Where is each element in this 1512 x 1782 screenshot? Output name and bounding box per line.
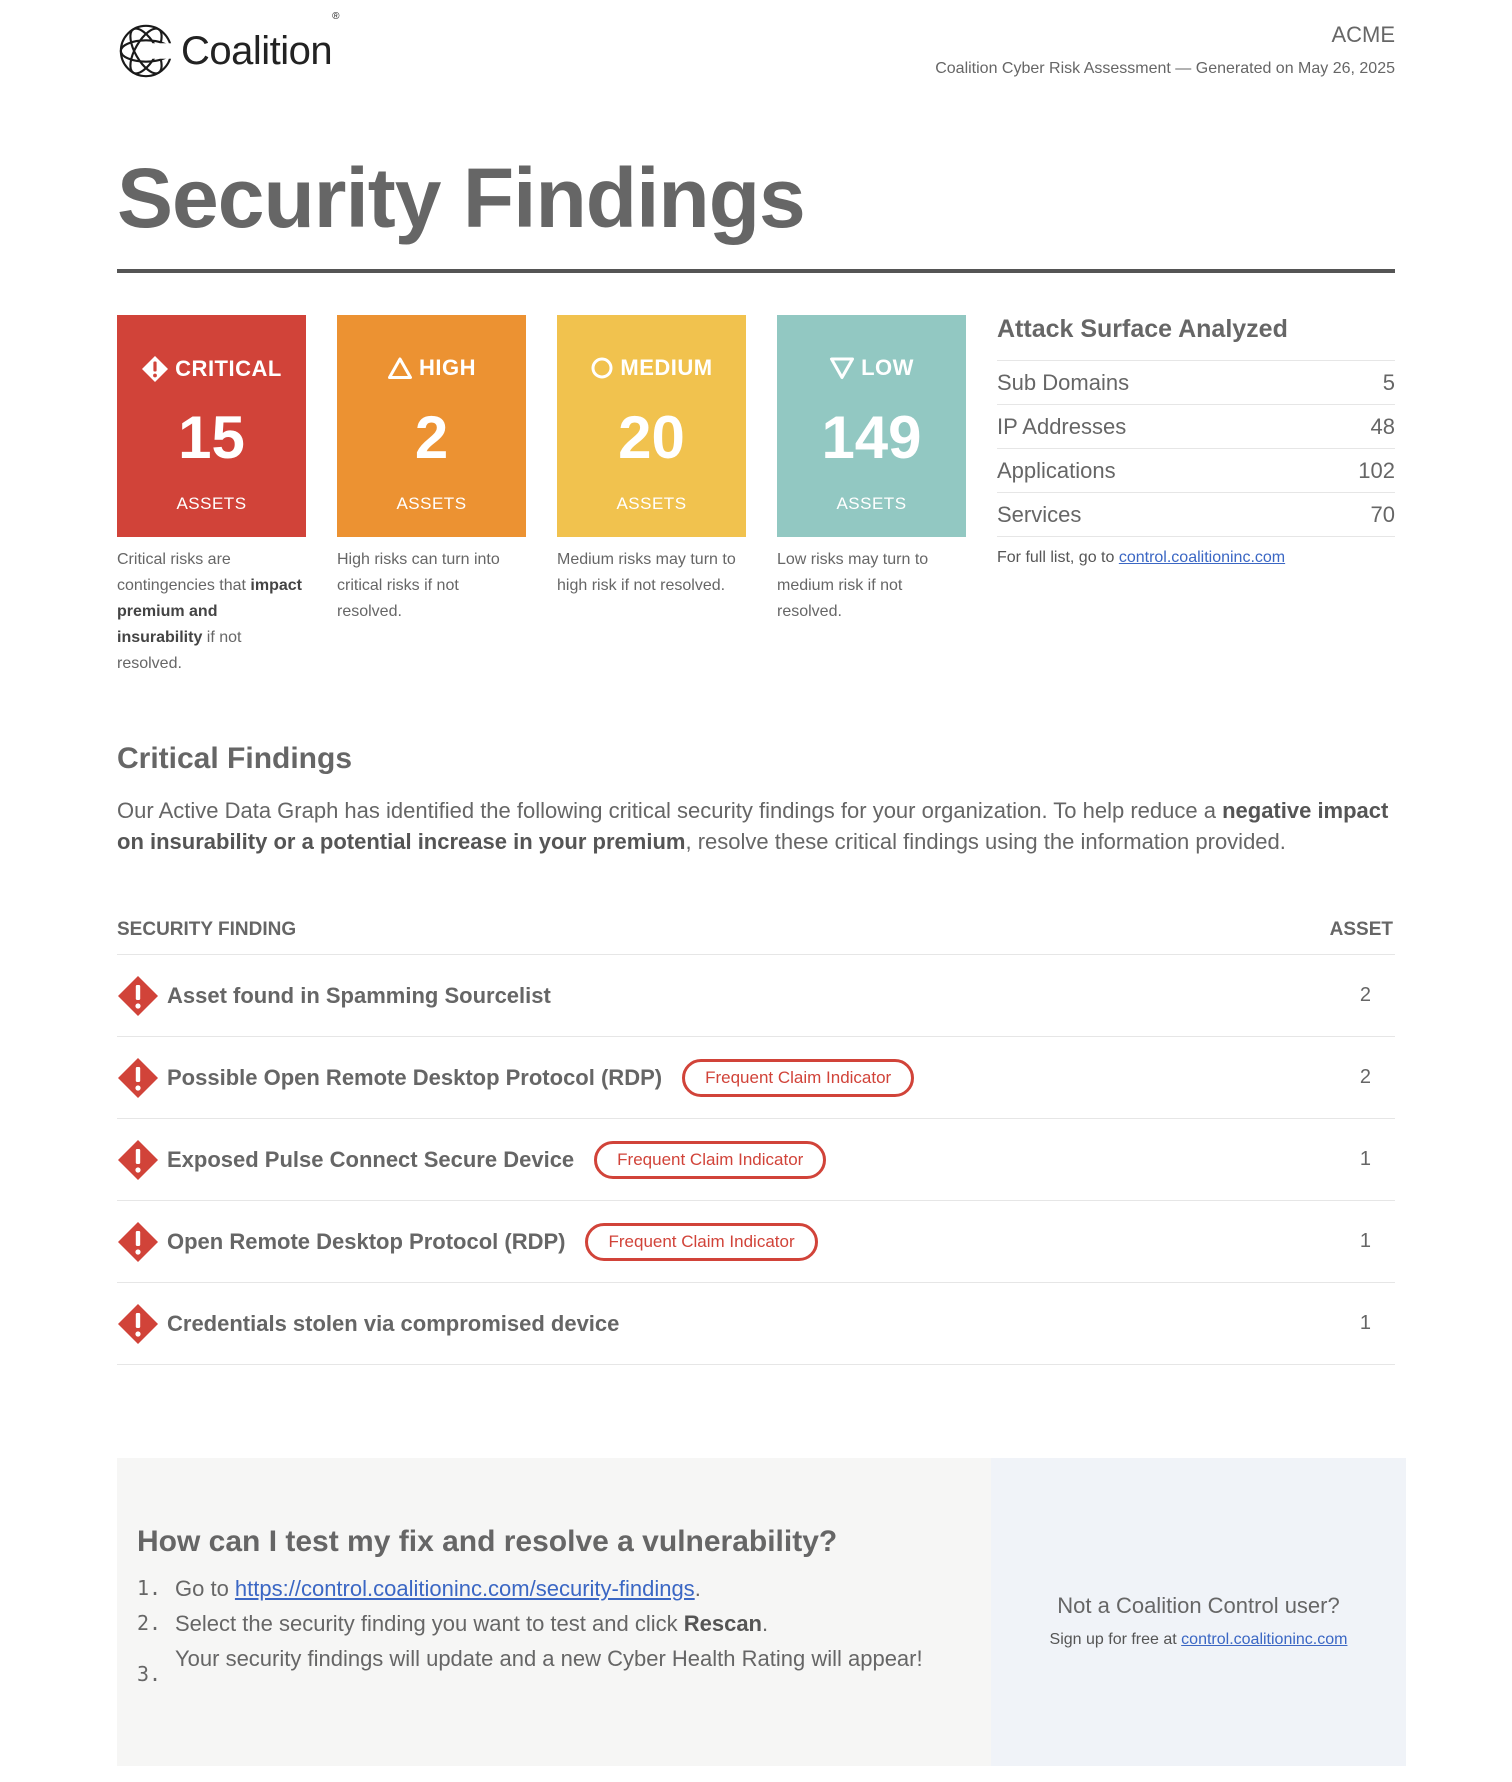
attack-surface-list bbox=[997, 360, 1395, 537]
signup-panel bbox=[991, 1458, 1406, 1766]
company-name: ACME bbox=[1331, 22, 1395, 47]
attack-surface-label: Sub Domains bbox=[997, 369, 1130, 395]
severity-unit: ASSETS bbox=[836, 494, 907, 513]
how-to-fix-title: How can I test my fix and resolve a vulnerability? bbox=[137, 1525, 838, 1558]
attack-surface-note: For full list, go to control.coalitioninc.com bbox=[997, 549, 1286, 566]
table-row bbox=[117, 1037, 1395, 1119]
severity-label: CRITICAL bbox=[175, 356, 282, 381]
signup-link[interactable]: control.coalitioninc.com bbox=[1181, 1631, 1348, 1648]
finding-name: Possible Open Remote Desktop Protocol (RDP) bbox=[167, 1064, 663, 1090]
table-row bbox=[117, 955, 1395, 1037]
finding-asset-count: 1 bbox=[1359, 1230, 1371, 1252]
attack-surface-panel bbox=[997, 315, 1395, 567]
step-text: Select the security finding you want to test and click Rescan. bbox=[175, 1611, 769, 1636]
signup-title: Not a Coalition Control user? bbox=[1057, 1593, 1340, 1618]
step-text: Go to https://control.coalitioninc.com/security-findings. bbox=[175, 1576, 701, 1601]
finding-name: Exposed Pulse Connect Secure Device bbox=[167, 1146, 575, 1172]
attack-surface-label: IP Addresses bbox=[997, 413, 1127, 439]
attack-surface-value: 102 bbox=[1358, 457, 1395, 483]
table-row bbox=[117, 1201, 1395, 1283]
severity-description: Critical risks are contingencies that impact premium and insurability if not resolved. bbox=[117, 551, 302, 672]
severity-count: 20 bbox=[618, 404, 685, 471]
critical-diamond-icon bbox=[117, 1221, 159, 1263]
severity-unit: ASSETS bbox=[176, 494, 247, 513]
severity-card-high bbox=[337, 315, 526, 537]
frequent-claim-badge: Frequent Claim Indicator bbox=[594, 1141, 826, 1179]
severity-unit: ASSETS bbox=[616, 494, 687, 513]
fix-step bbox=[137, 1608, 957, 1639]
attack-surface-row bbox=[997, 405, 1395, 449]
how-to-fix-panel bbox=[117, 1458, 991, 1766]
frequent-claim-badge: Frequent Claim Indicator bbox=[585, 1223, 817, 1261]
finding-asset-count: 2 bbox=[1359, 984, 1371, 1006]
attack-surface-label: Applications bbox=[997, 457, 1116, 483]
severity-description: Low risks may turn to medium risk if not resolved. bbox=[777, 551, 929, 620]
circle-outline-icon bbox=[590, 356, 614, 380]
severity-critical bbox=[117, 315, 306, 677]
critical-diamond-icon bbox=[117, 1139, 159, 1181]
step-number: 3. bbox=[137, 1662, 162, 1686]
fix-step bbox=[137, 1573, 957, 1604]
severity-label: LOW bbox=[861, 355, 914, 380]
page-title: Security Findings bbox=[117, 151, 805, 245]
diamond-exclamation-icon bbox=[141, 355, 169, 383]
severity-low bbox=[777, 315, 966, 625]
triangle-outline-icon bbox=[387, 356, 413, 380]
severity-count: 2 bbox=[414, 404, 449, 471]
critical-diamond-icon bbox=[117, 1303, 159, 1345]
finding-name: Credentials stolen via compromised device bbox=[167, 1310, 620, 1336]
frequent-claim-badge: Frequent Claim Indicator bbox=[682, 1059, 914, 1097]
step-number: 2. bbox=[137, 1611, 162, 1635]
table-row bbox=[117, 1119, 1395, 1201]
column-header-asset: ASSET bbox=[1329, 918, 1393, 940]
attack-surface-label: Services bbox=[997, 501, 1082, 527]
logo-wordmark: Coalition® bbox=[181, 10, 340, 73]
security-findings-link[interactable]: https://control.coalitioninc.com/security-findings bbox=[234, 1576, 695, 1601]
step-number: 1. bbox=[137, 1576, 162, 1600]
coalition-logo-icon bbox=[117, 22, 175, 80]
column-header-finding: SECURITY FINDING bbox=[117, 918, 297, 940]
severity-count: 149 bbox=[821, 404, 922, 471]
attack-surface-title: Attack Surface Analyzed bbox=[997, 315, 1288, 343]
severity-description: High risks can turn into critical risks if not resolved. bbox=[337, 551, 500, 620]
critical-diamond-icon bbox=[117, 1057, 159, 1099]
severity-unit: ASSETS bbox=[396, 494, 467, 513]
control-link[interactable]: control.coalitioninc.com bbox=[1118, 549, 1286, 566]
signup-subtitle: Sign up for free at control.coalitioninc.com bbox=[1049, 1631, 1348, 1648]
finding-name: Asset found in Spamming Sourcelist bbox=[167, 982, 551, 1008]
critical-findings-title: Critical Findings bbox=[117, 742, 353, 775]
attack-surface-value: 5 bbox=[1382, 369, 1395, 395]
title-divider bbox=[117, 269, 1395, 273]
attack-surface-row bbox=[997, 493, 1395, 537]
severity-high bbox=[337, 315, 526, 625]
report-subtitle: Coalition Cyber Risk Assessment — Generated on May 26, 2025 bbox=[935, 60, 1395, 77]
table-header bbox=[117, 905, 1395, 955]
severity-card-critical bbox=[117, 315, 306, 537]
table-row bbox=[117, 1283, 1395, 1365]
fix-steps-list bbox=[137, 1573, 957, 1709]
step-text: Your security findings will update and a new Cyber Health Rating will appear! bbox=[175, 1646, 923, 1671]
attack-surface-value: 48 bbox=[1370, 413, 1395, 439]
severity-count: 15 bbox=[178, 404, 245, 471]
attack-surface-row bbox=[997, 361, 1395, 405]
coalition-logo bbox=[117, 10, 340, 80]
findings-table bbox=[117, 905, 1395, 1365]
critical-diamond-icon bbox=[117, 975, 159, 1017]
finding-asset-count: 2 bbox=[1359, 1066, 1371, 1088]
finding-asset-count: 1 bbox=[1359, 1148, 1371, 1170]
fix-step bbox=[137, 1643, 957, 1705]
severity-label: MEDIUM bbox=[620, 355, 713, 380]
attack-surface-row bbox=[997, 449, 1395, 493]
report-header bbox=[935, 22, 1395, 78]
triangle-down-outline-icon bbox=[829, 356, 855, 380]
severity-card-medium bbox=[557, 315, 746, 537]
finding-name: Open Remote Desktop Protocol (RDP) bbox=[167, 1228, 566, 1254]
critical-findings-description: Our Active Data Graph has identified the following critical security findings for your organization. To help reduce a negative impact on insurability or a potential increase in your premium, resolve these critical findings using the information provided. bbox=[117, 798, 1389, 854]
attack-surface-value: 70 bbox=[1370, 501, 1395, 527]
severity-card-low bbox=[777, 315, 966, 537]
severity-description: Medium risks may turn to high risk if not resolved. bbox=[557, 551, 736, 594]
severity-label: HIGH bbox=[419, 355, 476, 380]
severity-medium bbox=[557, 315, 746, 599]
finding-asset-count: 1 bbox=[1359, 1312, 1371, 1334]
